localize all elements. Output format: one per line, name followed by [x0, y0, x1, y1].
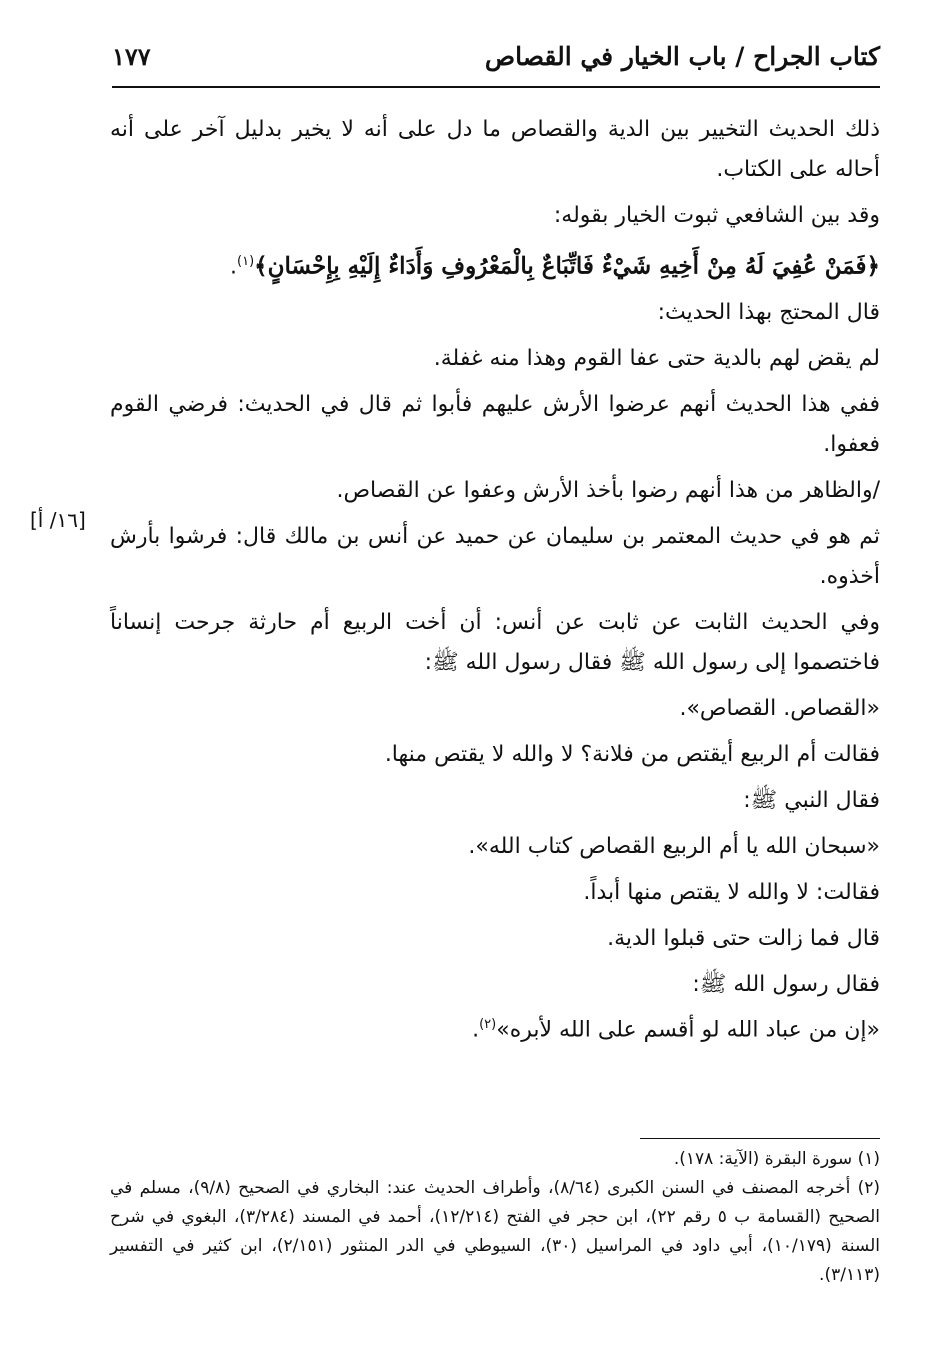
quran-verse-line [110, 242, 880, 287]
paragraph: قال المحتج بهذا الحديث: [657, 300, 880, 326]
paragraph: ثم هو في حديث المعتمر بن سليمان عن حميد عن أنس بن مالك قال: فرشوا بأرش أخذوه. [110, 524, 880, 590]
footnotes [110, 1145, 880, 1290]
paragraph: لم يقض لهم بالدية حتى عفا القوم وهذا منه غفلة. [433, 346, 880, 372]
paragraph: «القصاص. القصاص». [679, 696, 880, 722]
page-header [112, 36, 880, 82]
paragraph [110, 1005, 880, 1050]
paragraph: «سبحان الله يا أم الربيع القصاص كتاب الله». [468, 834, 880, 860]
main-text [110, 110, 880, 1057]
punctuation: . [472, 1017, 480, 1043]
paragraph: ذلك الحديث التخيير بين الدية والقصاص ما دل على أنه لا يخير بدليل آخر على أنه أحاله على الكتاب. [110, 117, 880, 182]
paragraph: فقالت أم الربيع أيقتص من فلانة؟ لا والله لا يقتص منها. [384, 742, 880, 768]
paragraph: فقال النبي ﷺ: [743, 788, 880, 814]
page-number: ١٧٧ [112, 42, 151, 71]
footnote-ref[interactable]: (٢) [479, 1017, 497, 1033]
footnote-ref[interactable]: (١) [237, 254, 255, 269]
paragraph: وقد بين الشافعي ثبوت الخيار بقوله: [553, 203, 880, 228]
footnote-rule [640, 1138, 880, 1139]
manuscript-folio-marker: [١٦/ أ] [30, 508, 86, 532]
punctuation: . [230, 254, 238, 280]
quran-verse: ﴿فَمَنْ عُفِيَ لَهُ مِنْ أَخِيهِ شَيْءٌ فَاتِّبَاعٌ بِالْمَعْرُوفِ وَأَدَاءٌ إِلَيْهِ بِإِحْسَانٍ﴾ [254, 252, 880, 280]
footnote: (٢) أخرجه المصنف في السنن الكبرى (٨/٦٤)، وأطراف الحديث عند: البخاري في الصحيح (٩/٨)، مسلم في الصحيح (القسامة ب ٥ رقم ٢٢)، ابن حجر في الفتح (١٢/٢١٤)، أحمد في المسند (٣/٢٨٤)، البغوي في شرح السنة (١٠/١٧٩)، أبي داود في المراسيل (٣٠)، السيوطي في الدر المنثور (٢/١٥١)، ابن كثير في التفسير (٣/١١٣). [110, 1178, 881, 1285]
paragraph: /والظاهر من هذا أنهم رضوا بأخذ الأرش وعفوا عن القصاص. [336, 478, 880, 504]
footnote: (١) سورة البقرة (الآية: ١٧٨). [673, 1149, 880, 1169]
paragraph: ففي هذا الحديث أنهم عرضوا الأرش عليهم فأبوا ثم قال في الحديث: فرضي القوم فعفوا. [110, 392, 880, 458]
paragraph: فقال رسول الله ﷺ: [692, 972, 880, 998]
header-rule [112, 86, 880, 88]
paragraph: قال فما زالت حتى قبلوا الدية. [607, 926, 880, 952]
paragraph: فقالت: لا والله لا يقتص منها أبداً. [583, 880, 880, 906]
hadith-quote: «إن من عباد الله لو أقسم على الله لأبره» [496, 1017, 880, 1043]
running-title: كتاب الجراح / باب الخيار في القصاص [484, 42, 880, 71]
paragraph: وفي الحديث الثابت عن ثابت عن أنس: أن أخت الربيع أم حارثة جرحت إنساناً فاختصموا إلى رسول الله ﷺ فقال رسول الله ﷺ: [110, 610, 880, 676]
